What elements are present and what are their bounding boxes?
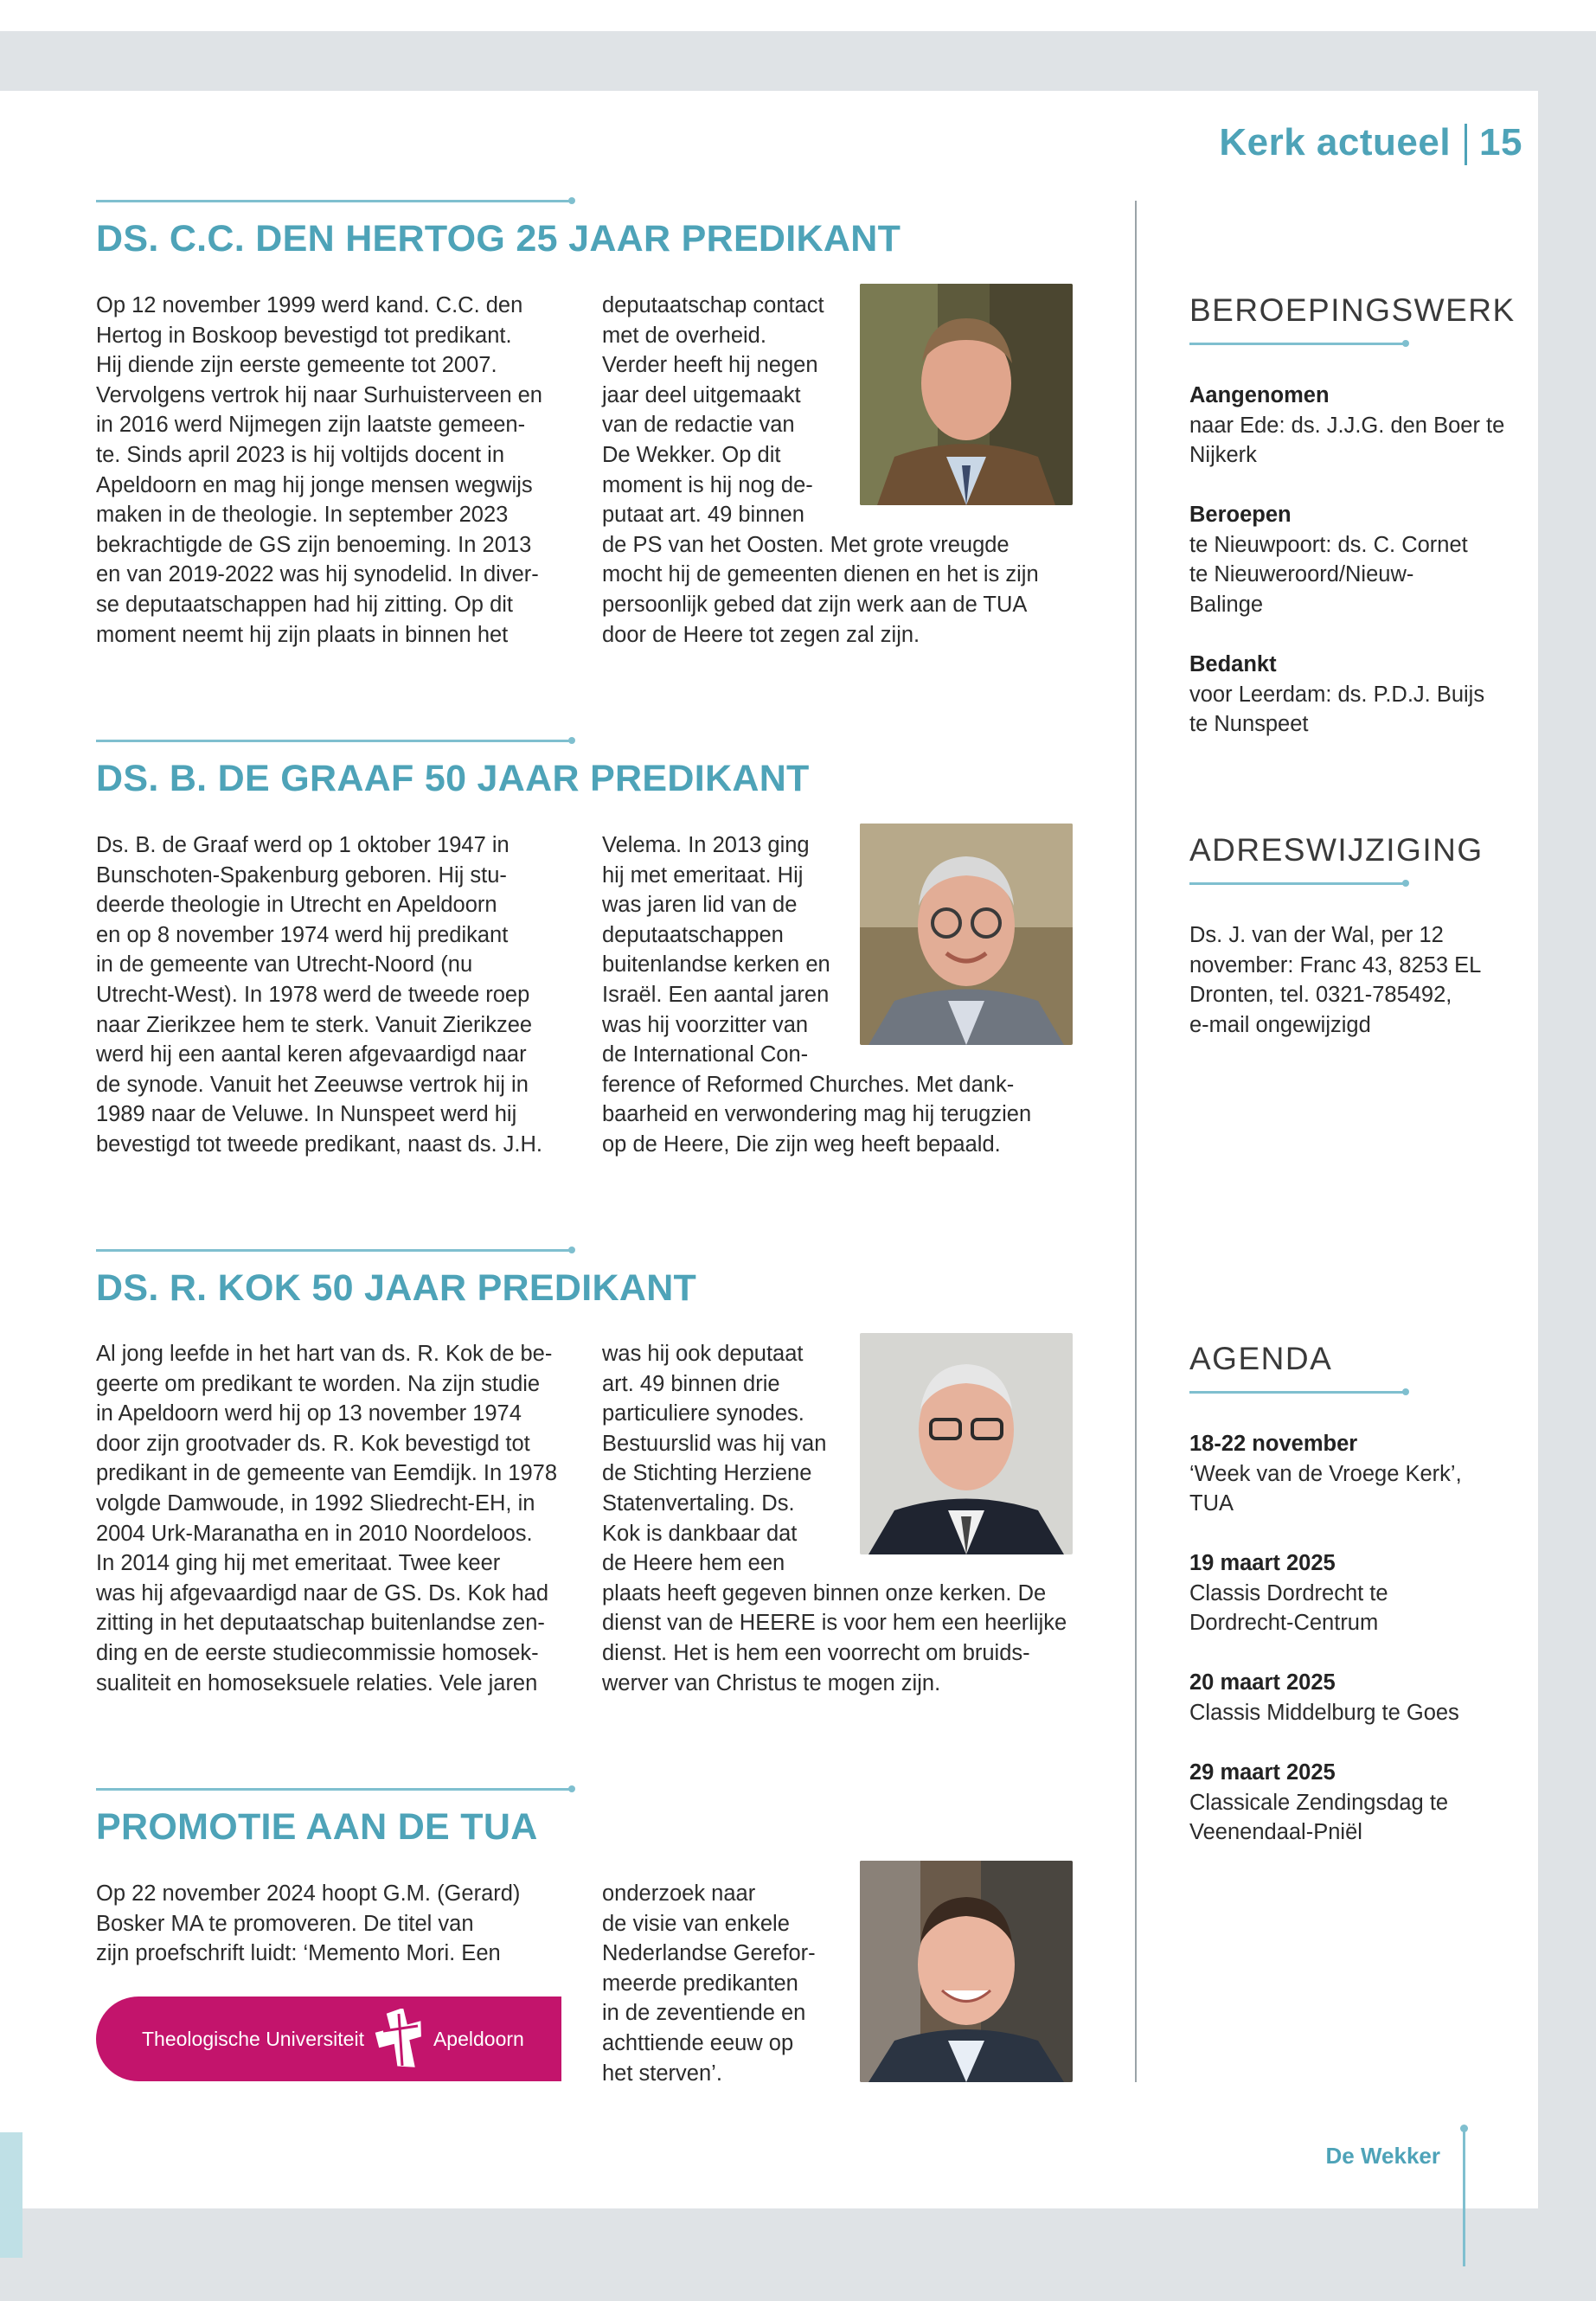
text-line: volgde Damwoude, in 1992 Sliedrecht-EH, in bbox=[96, 1490, 535, 1516]
text-line: plaats heeft gegeven binnen onze kerken. De bbox=[602, 1580, 1047, 1606]
text-line: door zijn grootvader ds. R. Kok bevestigd tot bbox=[96, 1431, 530, 1456]
text-line: Vervolgens vertrok hij naar Surhuisterveen en bbox=[96, 382, 542, 407]
text-line: maken in de theologie. In september 2023 bbox=[96, 503, 509, 528]
text-line: in 2016 werd Nijmegen zijn laatste gemeen- bbox=[96, 413, 526, 438]
text-line: Classicale Zendingsdag te bbox=[1189, 1790, 1449, 1815]
text-line: Classis Dordrecht te bbox=[1189, 1580, 1388, 1606]
text-line: deputaatschappen bbox=[602, 922, 784, 947]
article-column-1 bbox=[96, 291, 580, 650]
text-line: deerde theologie in Utrecht en Apeldoorn bbox=[96, 893, 497, 918]
text-line: op de Heere, Die zijn weg heeft bepaald. bbox=[602, 1131, 1001, 1157]
text-line: zitting in het deputaatschap buitenlandse zen- bbox=[96, 1611, 545, 1636]
text-line: In 2014 ging hij met emeritaat. Twee keer bbox=[96, 1551, 501, 1576]
text-line: te Nieuwpoort: ds. C. Cornet bbox=[1189, 532, 1468, 557]
article-title: DS. B. DE GRAAF 50 JAAR PREDIKANT bbox=[96, 758, 810, 799]
text-line: sualiteit en homoseksuele relaties. Vele jaren bbox=[96, 1670, 538, 1695]
text-line: se deputaatschappen had hij zitting. Op dit bbox=[96, 592, 513, 617]
text-line: Ds. J. van der Wal, per 12 bbox=[1189, 923, 1444, 947]
text-line: de PS van het Oosten. Met grote vreugde bbox=[602, 532, 1010, 557]
text-line: de Heere hem een bbox=[602, 1551, 785, 1576]
text-line: te. Sinds april 2023 is hij voltijds docent in bbox=[96, 442, 505, 467]
tua-cross-icon bbox=[375, 2009, 423, 2069]
text-line: predikant in de gemeente van Eemdijk. In 1978 bbox=[96, 1461, 558, 1486]
sidebar-rule bbox=[1189, 882, 1406, 885]
text-line: geerte om predikant te worden. Na zijn studie bbox=[96, 1371, 541, 1396]
text-line: was hij ook deputaat bbox=[602, 1342, 804, 1366]
text-line: moment is hij nog de- bbox=[602, 472, 813, 497]
text-line: Ds. B. de Graaf werd op 1 oktober 1947 in bbox=[96, 833, 510, 857]
text-line: meerde predikanten bbox=[602, 1971, 798, 1996]
text-line: onderzoek naar bbox=[602, 1881, 756, 1906]
footer-rule bbox=[1463, 2128, 1465, 2266]
adreswijziging-text bbox=[1189, 920, 1518, 1040]
logo-text-left: Theologische Universiteit bbox=[142, 2027, 364, 2050]
text-line: in de gemeente van Utrecht-Noord (nu bbox=[96, 952, 473, 977]
item-label: 18-22 november bbox=[1189, 1432, 1358, 1456]
text-line: en van 2019-2022 was hij synodelid. In diver- bbox=[96, 562, 539, 587]
text-line: dienst van de HEERE is voor hem een heerlijke bbox=[602, 1611, 1067, 1636]
text-line: bevestigd tot tweede predikant, naast ds. J.H. bbox=[96, 1131, 542, 1157]
sidebar-heading-adreswijziging: ADRESWIJZIGING bbox=[1189, 832, 1484, 868]
text-line: Veenendaal-Pniël bbox=[1189, 1820, 1362, 1845]
item-label: Bedankt bbox=[1189, 652, 1277, 676]
header-separator bbox=[1465, 124, 1467, 165]
item-label: 20 maart 2025 bbox=[1189, 1670, 1336, 1695]
text-line: Op 12 november 1999 werd kand. C.C. den bbox=[96, 293, 523, 317]
text-line: jaar deel uitgemaakt bbox=[602, 382, 801, 407]
text-line: Op 22 november 2024 hoopt G.M. (Gerard) bbox=[96, 1881, 521, 1906]
sidebar-rule bbox=[1189, 343, 1406, 345]
text-line: werver van Christus te mogen zijn. bbox=[602, 1670, 941, 1695]
text-line: november: Franc 43, 8253 EL bbox=[1189, 952, 1482, 977]
tua-logo bbox=[96, 1997, 561, 2081]
text-line: zijn proefschrift luidt: ‘Memento Mori. Een bbox=[96, 1941, 501, 1966]
text-line: in Apeldoorn werd hij op 13 november 1974 bbox=[96, 1401, 522, 1426]
article-title: DS. C.C. DEN HERTOG 25 JAAR PREDIKANT bbox=[96, 218, 901, 260]
text-line: Classis Middelburg te Goes bbox=[1189, 1700, 1459, 1725]
text-line: persoonlijk gebed dat zijn werk aan de TUA bbox=[602, 592, 1028, 617]
text-line: dienst. Het is hem een voorrecht om bruids- bbox=[602, 1640, 1030, 1665]
text-line: moment neemt hij zijn plaats in binnen het bbox=[96, 622, 509, 647]
portrait-photo bbox=[860, 1333, 1073, 1554]
portrait-photo bbox=[860, 824, 1073, 1045]
portrait-photo bbox=[860, 1861, 1073, 2082]
text-line: ding en de eerste studiecommissie homosek- bbox=[96, 1640, 539, 1665]
text-line: buitenlandse kerken en bbox=[602, 952, 830, 977]
article-rule bbox=[96, 740, 572, 742]
text-line: het sterven’. bbox=[602, 2061, 722, 2086]
article-rule bbox=[96, 1249, 572, 1252]
text-line: 1989 naar de Veluwe. In Nunspeet werd hij bbox=[96, 1102, 517, 1127]
text-line: de Stichting Herziene bbox=[602, 1461, 812, 1486]
text-line: mocht hij de gemeenten dienen en het is zijn bbox=[602, 562, 1039, 587]
article-column-2 bbox=[602, 1879, 862, 2088]
logo-text-right: Apeldoorn bbox=[433, 2027, 524, 2050]
text-line: Utrecht-West). In 1978 werd de tweede roep bbox=[96, 982, 530, 1007]
article-column-1 bbox=[96, 1879, 580, 1969]
text-line: Al jong leefde in het hart van ds. R. Kok de be- bbox=[96, 1342, 553, 1366]
text-line: hij met emeritaat. Hij bbox=[602, 862, 804, 888]
agenda-item bbox=[1189, 1758, 1518, 1848]
text-line: de synode. Vanuit het Zeeuwse vertrok hij in bbox=[96, 1072, 529, 1097]
text-line: van de redactie van bbox=[602, 413, 795, 438]
text-line: ference of Reformed Churches. Met dank- bbox=[602, 1072, 1015, 1097]
article-rule bbox=[96, 200, 572, 202]
text-line: was hij voorzitter van bbox=[602, 1012, 809, 1037]
column-divider bbox=[1135, 201, 1137, 2082]
text-line: door de Heere tot zegen zal zijn. bbox=[602, 622, 920, 647]
text-line: e-mail ongewijzigd bbox=[1189, 1012, 1371, 1037]
article-rule bbox=[96, 1788, 572, 1791]
text-line: Dronten, tel. 0321-785492, bbox=[1189, 983, 1452, 1008]
article-title: PROMOTIE AAN DE TUA bbox=[96, 1806, 538, 1848]
text-line: naar Ede: ds. J.J.G. den Boer te bbox=[1189, 413, 1505, 438]
text-line: Israël. Een aantal jaren bbox=[602, 982, 830, 1007]
text-line: baarheid en verwondering mag hij terugzien bbox=[602, 1102, 1032, 1127]
text-line: Nijkerk bbox=[1189, 443, 1257, 468]
text-line: Statenvertaling. Ds. bbox=[602, 1490, 795, 1516]
beroepingswerk-item bbox=[1189, 650, 1518, 740]
text-line: werd hij een aantal keren afgevaardigd naar bbox=[96, 1042, 527, 1067]
text-line: bekrachtigde de GS zijn benoeming. In 2013 bbox=[96, 532, 532, 557]
text-line: Balinge bbox=[1189, 592, 1264, 617]
text-line: Hertog in Boskoop bevestigd tot predikant. bbox=[96, 323, 512, 348]
text-line: Nederlandse Gerefor- bbox=[602, 1941, 816, 1966]
beroepingswerk-item bbox=[1189, 381, 1518, 471]
sidebar-heading-agenda: AGENDA bbox=[1189, 1341, 1333, 1376]
text-line: voor Leerdam: ds. P.D.J. Buijs bbox=[1189, 682, 1485, 707]
article-column-1 bbox=[96, 830, 580, 1160]
text-line: Hij diende zijn eerste gemeente tot 2007. bbox=[96, 353, 497, 378]
agenda-item bbox=[1189, 1429, 1518, 1519]
text-line: was jaren lid van de bbox=[602, 893, 798, 918]
section-title: Kerk actueel bbox=[1219, 121, 1452, 163]
text-line: Bestuurslid was hij van bbox=[602, 1431, 827, 1456]
text-line: en op 8 november 1974 werd hij predikant bbox=[96, 922, 509, 947]
text-line: ‘Week van de Vroege Kerk’, bbox=[1189, 1461, 1462, 1486]
text-line: in de zeventiende en bbox=[602, 2001, 806, 2026]
page-number: 15 bbox=[1479, 121, 1522, 163]
text-line: met de overheid. bbox=[602, 323, 766, 348]
agenda-item bbox=[1189, 1548, 1518, 1638]
sidebar-rule bbox=[1189, 1391, 1406, 1394]
text-line: deputaatschap contact bbox=[602, 293, 824, 317]
text-line: Bosker MA te promoveren. De titel van bbox=[96, 1911, 474, 1936]
text-line: Velema. In 2013 ging bbox=[602, 833, 810, 857]
text-line: Apeldoorn en mag hij jonge mensen wegwijs bbox=[96, 472, 533, 497]
text-line: was hij afgevaardigd naar de GS. Ds. Kok had bbox=[96, 1580, 549, 1606]
text-line: TUA bbox=[1189, 1491, 1234, 1516]
sidebar-heading-beroepingswerk: BEROEPINGSWERK bbox=[1189, 292, 1516, 328]
left-color-strip bbox=[0, 2132, 22, 2258]
text-line: de International Con- bbox=[602, 1042, 809, 1067]
text-line: 2004 Urk-Maranatha en in 2010 Noordeloos. bbox=[96, 1521, 533, 1546]
text-line: achttiende eeuw op bbox=[602, 2030, 794, 2055]
agenda-item bbox=[1189, 1668, 1518, 1727]
item-label: 19 maart 2025 bbox=[1189, 1551, 1336, 1575]
text-line: de visie van enkele bbox=[602, 1911, 790, 1936]
item-label: 29 maart 2025 bbox=[1189, 1760, 1336, 1785]
running-header bbox=[1194, 121, 1522, 173]
text-line: Dordrecht-Centrum bbox=[1189, 1611, 1379, 1636]
item-label: Aangenomen bbox=[1189, 383, 1330, 407]
text-line: putaat art. 49 binnen bbox=[602, 503, 804, 528]
article-title: DS. R. KOK 50 JAAR PREDIKANT bbox=[96, 1267, 697, 1309]
text-line: De Wekker. Op dit bbox=[602, 442, 781, 467]
article-column-1 bbox=[96, 1339, 589, 1698]
text-line: Bunschoten-Spakenburg geboren. Hij stu- bbox=[96, 862, 507, 888]
text-line: naar Zierikzee hem te sterk. Vanuit Zierikzee bbox=[96, 1012, 533, 1037]
item-label: Beroepen bbox=[1189, 503, 1292, 527]
text-line: Verder heeft hij negen bbox=[602, 353, 818, 378]
text-line: te Nunspeet bbox=[1189, 712, 1309, 737]
top-band bbox=[0, 0, 1596, 31]
text-line: particuliere synodes. bbox=[602, 1401, 804, 1426]
text-line: art. 49 binnen drie bbox=[602, 1371, 780, 1396]
beroepingswerk-item bbox=[1189, 500, 1518, 619]
text-line: te Nieuweroord/Nieuw- bbox=[1189, 562, 1414, 587]
text-line: Kok is dankbaar dat bbox=[602, 1521, 798, 1546]
portrait-photo bbox=[860, 284, 1073, 505]
footer-magazine-name: De Wekker bbox=[1325, 2143, 1440, 2169]
